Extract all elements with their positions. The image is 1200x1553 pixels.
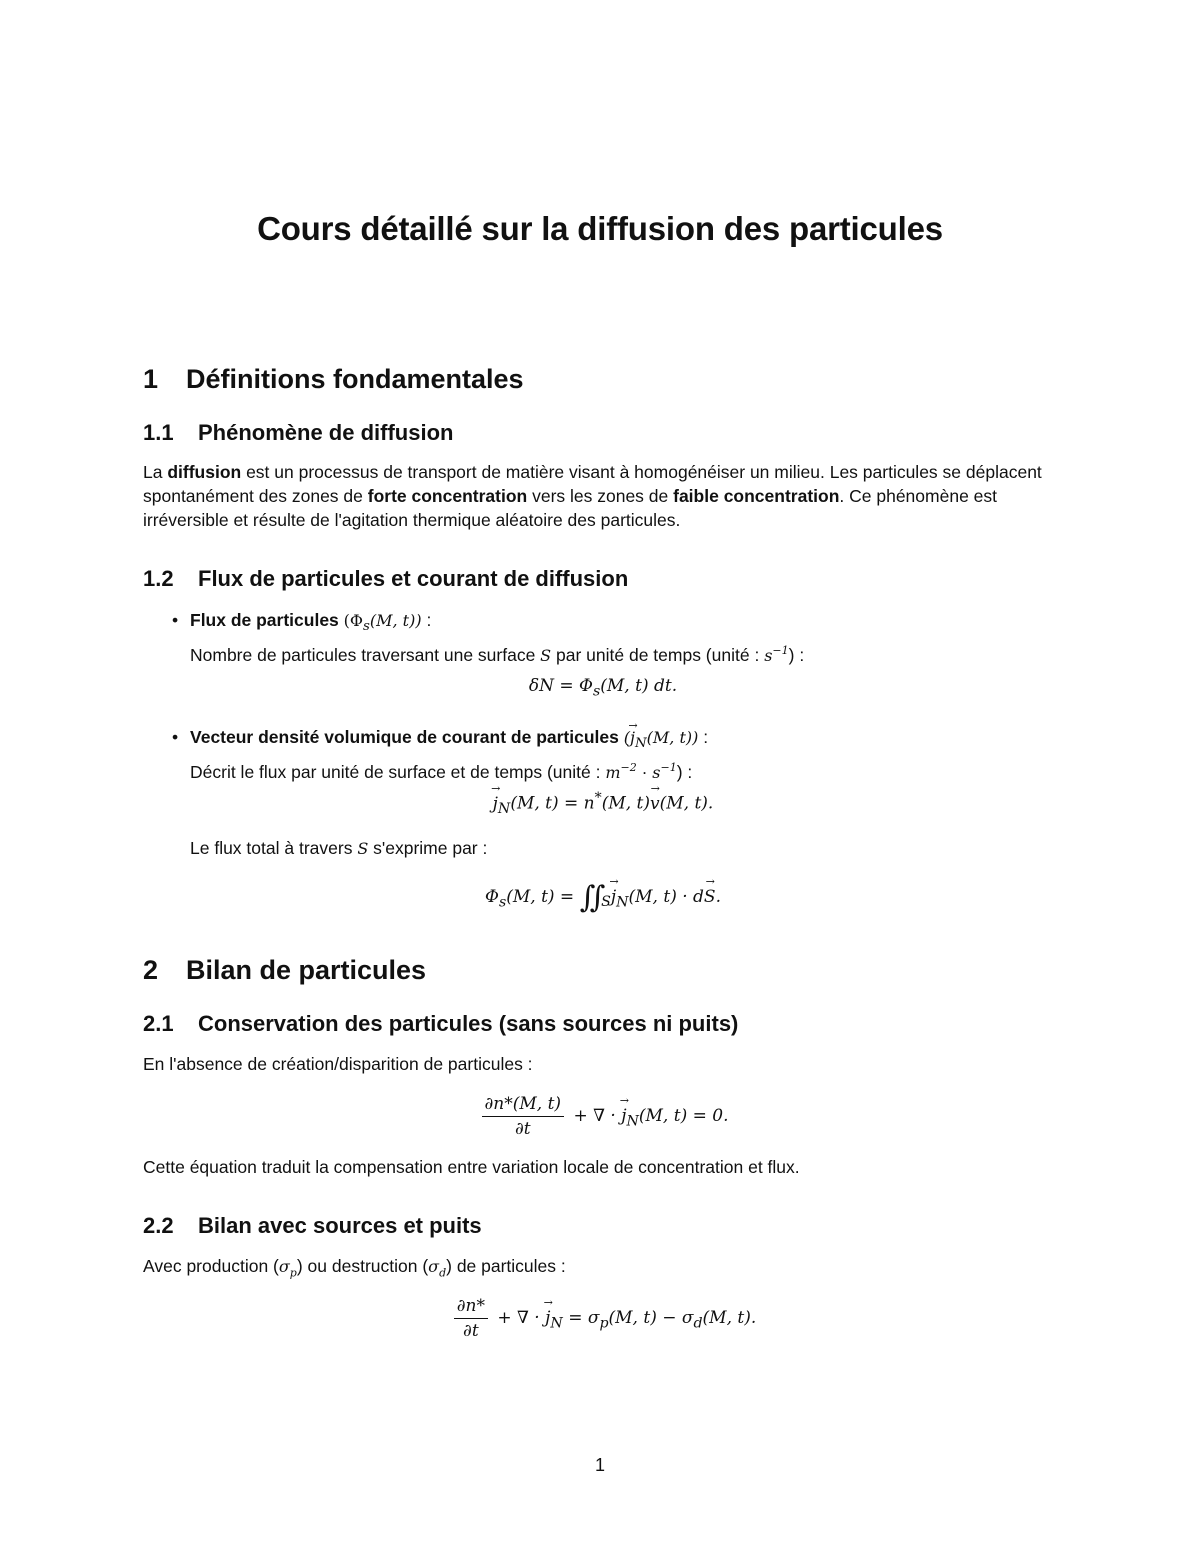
document-title: Cours détaillé sur la diffusion des particules bbox=[257, 210, 943, 247]
section-title: Définitions fondamentales bbox=[186, 364, 524, 394]
equation-sources: $\frac{\partial n*}{\partial t}$ + ∇ · → $j_N = \sigma_p(M$, $t) - \sigma_d(M$, t). bbox=[143, 1296, 1063, 1341]
bullet-icon: • bbox=[172, 610, 179, 630]
section-2-heading bbox=[143, 955, 426, 986]
subsection-number: 2.2 bbox=[143, 1213, 174, 1238]
subsection-title: Conservation des particules (sans sources ni puits) bbox=[198, 1011, 739, 1036]
subsection-number: 2.1 bbox=[143, 1011, 174, 1036]
subsection-number: 1.1 bbox=[143, 420, 174, 445]
subsection-2-1-heading bbox=[143, 1011, 738, 1037]
sources-intro: Avec production $(\sigma_p)$ ou destruction $(\sigma_d)$ de particules : bbox=[143, 1256, 566, 1280]
section-number: 1 bbox=[143, 364, 159, 394]
conservation-explanation: Cette équation traduit la compensation entre variation locale de concentration et flux. bbox=[143, 1157, 800, 1177]
page-number: 1 bbox=[594, 1455, 605, 1475]
section-number: 2 bbox=[143, 955, 159, 985]
diffusion-definition-paragraph: La diffusion est un processus de transport de matière visant à homogénéiser un milieu. Les particules se déplacent spontanément des zones de forte concentration vers les zones de faible concentration. Ce phénomène est irréversible et résulte de l'agitation thermique aléatoire des particules. bbox=[143, 462, 1042, 530]
subsection-1-2-heading bbox=[143, 566, 628, 592]
subsection-number: 1.2 bbox=[143, 566, 174, 591]
list-item-flux: • Flux de particules ($\Phi_s(M$, t)) : Nombre de particules traversant une surface S par unité de temps (unité : $s^{-1}$) : bbox=[172, 610, 805, 666]
conservation-intro: En l'absence de création/disparition de particules : bbox=[143, 1054, 533, 1074]
section-title: Bilan de particules bbox=[186, 955, 427, 985]
equation-total-flux: $\Phi_s(M$, t) = ∬ $_S\to j_N(M$, t) · d→ S. bbox=[143, 880, 1063, 915]
subsection-title: Phénomène de diffusion bbox=[198, 420, 454, 445]
equation-conservation: $\frac{\partial n*(M, t)}{\partial t}$ + ∇ · → $j_N(M$, t) = 0. bbox=[143, 1094, 1063, 1139]
list-item-current-density: • Vecteur densité volumique de courant de particules (→ $j_N(M$, t)) : Décrit le flux par unité de surface et de temps (unité : $m^{-2} \cdot s^{-1}$) : bbox=[172, 725, 1052, 785]
section-1-heading bbox=[143, 364, 524, 395]
subsection-title: Bilan avec sources et puits bbox=[198, 1213, 482, 1238]
bullet-icon: • bbox=[172, 727, 179, 747]
double-integral-icon: ∬ bbox=[579, 880, 596, 915]
subsection-title: Flux de particules et courant de diffusion bbox=[198, 566, 629, 591]
equation-dN: $\delta N = \Phi_s(M$, t) dt. bbox=[528, 676, 678, 700]
equation-jN: → $j_N(M$, t) = n*(M, t)→ v(M, t). bbox=[143, 790, 1063, 817]
subsection-1-1-heading bbox=[143, 420, 453, 446]
subsection-2-2-heading bbox=[143, 1213, 482, 1239]
total-flux-text: Le flux total à travers S s'exprime par : bbox=[190, 838, 488, 858]
